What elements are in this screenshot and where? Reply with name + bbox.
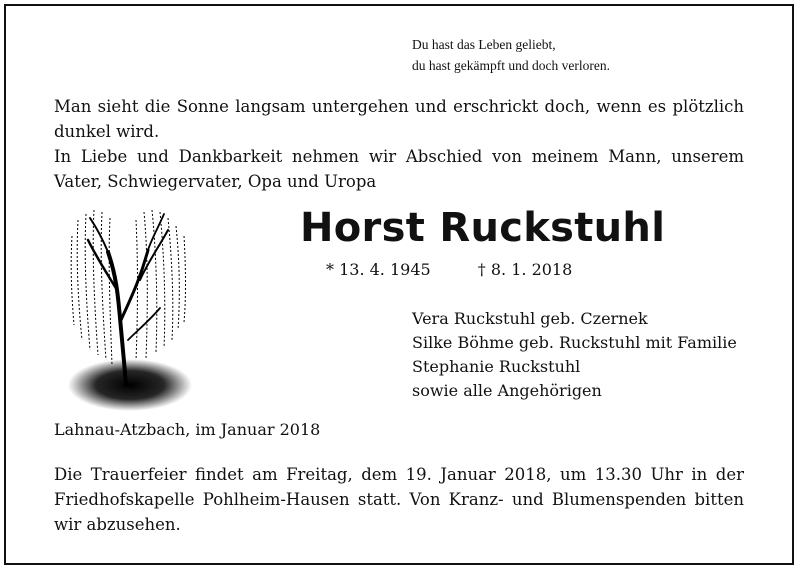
mourner-item: Vera Ruckstuhl geb. Czernek <box>412 309 648 328</box>
mourner-item: Stephanie Ruckstuhl <box>412 357 581 376</box>
life-dates <box>326 260 572 279</box>
intro-paragraph-2: In Liebe und Dankbarkeit nehmen wir Abschied von meinem Mann, unserem Vater, Schwiegervater, Opa und Uropa <box>54 147 744 191</box>
intro-paragraph-1: Man sieht die Sonne langsam untergehen und erschrickt doch, wenn es plötzlich dunkel wird. <box>54 97 744 141</box>
funeral-info: Die Trauerfeier findet am Freitag, dem 19. Januar 2018, um 13.30 Uhr in der Friedhofskapelle Pohlheim-Hausen statt. Von Kranz- und Blumenspenden bitten wir abzusehen. <box>54 465 744 534</box>
deceased-name: Horst Ruckstuhl <box>300 205 666 251</box>
death-date: † 8. 1. 2018 <box>477 260 573 279</box>
place-date: Lahnau-Atzbach, im Januar 2018 <box>54 420 321 439</box>
memorial-quote <box>412 34 610 76</box>
mourner-item: Silke Böhme geb. Ruckstuhl mit Familie <box>412 333 737 352</box>
quote-line-2: du hast gekämpft und doch verloren. <box>412 58 610 73</box>
quote-line-1: Du hast das Leben geliebt, <box>412 37 556 52</box>
weeping-willow-icon <box>68 200 198 415</box>
mourner-item: sowie alle Angehörigen <box>412 381 602 400</box>
mourners-list <box>412 307 737 403</box>
intro-text <box>54 94 744 194</box>
birth-date: * 13. 4. 1945 <box>326 260 431 279</box>
